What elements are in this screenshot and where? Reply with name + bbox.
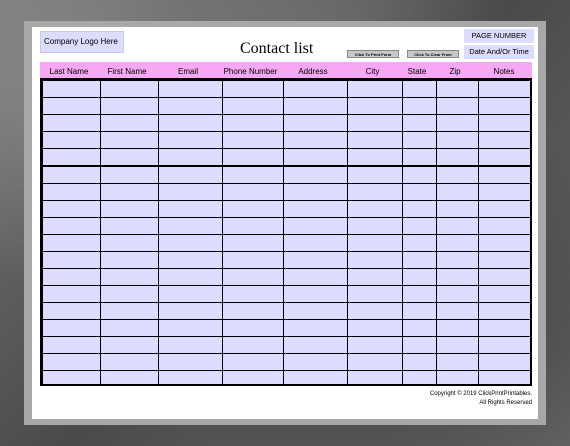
table-row	[43, 201, 533, 218]
entry-cell[interactable]	[348, 371, 403, 387]
contact-sheet	[32, 27, 538, 419]
entry-cell[interactable]	[403, 303, 437, 320]
entry-cell[interactable]	[223, 184, 284, 201]
entry-cell[interactable]	[159, 337, 223, 354]
table-row	[43, 303, 533, 320]
entry-cell[interactable]	[479, 81, 533, 98]
table-row	[43, 218, 533, 235]
entry-cell[interactable]	[43, 371, 101, 387]
entry-cell[interactable]	[223, 115, 284, 132]
entry-cell[interactable]	[43, 166, 101, 184]
entry-cell[interactable]	[437, 149, 479, 167]
entry-cell[interactable]	[43, 303, 101, 320]
table-row	[43, 235, 533, 252]
header-address: Address	[298, 67, 328, 76]
entry-cell[interactable]	[223, 98, 284, 115]
entry-cell[interactable]	[43, 235, 101, 252]
entry-cell[interactable]	[101, 218, 159, 235]
entry-cell[interactable]	[403, 269, 437, 286]
entry-cell[interactable]	[403, 201, 437, 218]
entry-cell[interactable]	[159, 201, 223, 218]
entry-cell[interactable]	[159, 371, 223, 387]
entry-cell[interactable]	[159, 303, 223, 320]
entry-cell[interactable]	[403, 166, 437, 184]
entry-cell[interactable]	[479, 269, 533, 286]
header-phone-number: Phone Number	[223, 67, 278, 76]
entry-cell[interactable]	[348, 166, 403, 184]
entry-cell[interactable]	[403, 354, 437, 371]
page-number-field[interactable]: PAGE NUMBER	[464, 29, 534, 43]
company-logo-placeholder[interactable]: Company Logo Here	[40, 31, 124, 53]
copyright-line: Copyright © 2019 ClickPrintPrintables.	[429, 391, 532, 397]
entry-cell[interactable]	[284, 166, 348, 184]
entry-cell[interactable]	[348, 252, 403, 269]
entry-cell[interactable]	[437, 81, 479, 98]
entry-cell[interactable]	[223, 286, 284, 303]
entry-cell[interactable]	[437, 303, 479, 320]
entry-cell[interactable]	[437, 235, 479, 252]
entry-cell[interactable]	[284, 303, 348, 320]
entry-cell[interactable]	[159, 269, 223, 286]
header-city: City	[365, 67, 380, 76]
entry-cell[interactable]	[348, 115, 403, 132]
form-frame	[24, 21, 546, 425]
entry-cell[interactable]	[101, 320, 159, 337]
entry-cell[interactable]	[479, 218, 533, 235]
table-row	[43, 115, 533, 132]
entry-cell[interactable]	[159, 149, 223, 167]
entry-cell[interactable]	[348, 303, 403, 320]
entry-cell[interactable]	[284, 115, 348, 132]
entry-cell[interactable]	[479, 115, 533, 132]
entry-cell[interactable]	[43, 218, 101, 235]
entry-cell[interactable]	[348, 98, 403, 115]
entry-cell[interactable]	[437, 132, 479, 149]
table-row	[43, 354, 533, 371]
entry-cell[interactable]	[159, 115, 223, 132]
header-email: Email	[177, 67, 198, 76]
entry-cell[interactable]	[403, 252, 437, 269]
entry-cell[interactable]	[479, 354, 533, 371]
table-row	[43, 166, 533, 184]
table-row	[43, 184, 533, 201]
entry-cell[interactable]	[348, 235, 403, 252]
entry-cell[interactable]	[479, 235, 533, 252]
entry-cell[interactable]	[223, 201, 284, 218]
entry-cell[interactable]	[43, 320, 101, 337]
entry-cell[interactable]	[403, 286, 437, 303]
entry-cell[interactable]	[223, 337, 284, 354]
entry-cell[interactable]	[348, 149, 403, 167]
entry-cell[interactable]	[101, 303, 159, 320]
entry-cell[interactable]	[43, 201, 101, 218]
entry-cell[interactable]	[223, 166, 284, 184]
entry-cell[interactable]	[437, 98, 479, 115]
entry-cell[interactable]	[437, 184, 479, 201]
entry-cell[interactable]	[43, 269, 101, 286]
entry-cell[interactable]	[159, 252, 223, 269]
entry-cell[interactable]	[284, 98, 348, 115]
entry-cell[interactable]	[479, 184, 533, 201]
table-row	[43, 337, 533, 354]
entry-cell[interactable]	[101, 201, 159, 218]
entry-cell[interactable]	[284, 354, 348, 371]
entry-cell[interactable]	[159, 98, 223, 115]
entry-cell[interactable]	[348, 337, 403, 354]
entry-cell[interactable]	[437, 354, 479, 371]
entry-cell[interactable]	[403, 218, 437, 235]
entry-cell[interactable]	[223, 320, 284, 337]
entry-cell[interactable]	[101, 184, 159, 201]
entry-cell[interactable]	[437, 115, 479, 132]
entry-cell[interactable]	[43, 149, 101, 167]
entry-cell[interactable]	[403, 337, 437, 354]
entry-cell[interactable]	[223, 354, 284, 371]
entry-cell[interactable]	[479, 98, 533, 115]
entry-cell[interactable]	[348, 320, 403, 337]
entry-cell[interactable]	[101, 252, 159, 269]
entry-cell[interactable]	[284, 320, 348, 337]
entry-cell[interactable]	[479, 132, 533, 149]
clear-form-button[interactable]: Click To Clear From	[407, 50, 459, 58]
entry-cell[interactable]	[284, 269, 348, 286]
entry-cell[interactable]	[101, 337, 159, 354]
entry-cell[interactable]	[43, 354, 101, 371]
entry-cell[interactable]	[284, 371, 348, 387]
entry-cell[interactable]	[348, 132, 403, 149]
entry-cell[interactable]	[159, 320, 223, 337]
entry-cell[interactable]	[284, 184, 348, 201]
entry-cell[interactable]	[159, 354, 223, 371]
entry-cell[interactable]	[223, 269, 284, 286]
contact-grid	[40, 78, 532, 386]
entry-cell[interactable]	[403, 132, 437, 149]
entry-cell[interactable]	[223, 149, 284, 167]
table-row	[43, 320, 533, 337]
entry-cell[interactable]	[403, 235, 437, 252]
entry-cell[interactable]	[284, 218, 348, 235]
header-first-name: First Name	[107, 67, 147, 76]
entry-cell[interactable]	[284, 81, 348, 98]
entry-cell[interactable]	[403, 115, 437, 132]
entry-cell[interactable]	[437, 252, 479, 269]
entry-cell[interactable]	[101, 98, 159, 115]
header-zip: Zip	[449, 67, 461, 76]
entry-cell[interactable]	[479, 252, 533, 269]
entry-cell[interactable]	[284, 201, 348, 218]
entry-cell[interactable]	[348, 269, 403, 286]
entry-cell[interactable]	[101, 132, 159, 149]
table-row	[43, 81, 533, 98]
entry-cell[interactable]	[159, 81, 223, 98]
entry-cell[interactable]	[43, 132, 101, 149]
entry-cell[interactable]	[437, 201, 479, 218]
entry-cell[interactable]	[284, 337, 348, 354]
entry-cell[interactable]	[101, 269, 159, 286]
entry-cell[interactable]	[403, 184, 437, 201]
entry-cell[interactable]	[223, 235, 284, 252]
entry-cell[interactable]	[43, 98, 101, 115]
entry-cell[interactable]	[479, 201, 533, 218]
entry-cell[interactable]	[348, 201, 403, 218]
header-last-name: Last Name	[49, 67, 89, 76]
entry-cell[interactable]	[223, 218, 284, 235]
entry-cell[interactable]	[101, 149, 159, 167]
header-state: State	[407, 67, 427, 76]
entry-cell[interactable]	[223, 371, 284, 387]
entry-cell[interactable]	[223, 303, 284, 320]
entry-cell[interactable]	[43, 115, 101, 132]
entry-cell[interactable]	[284, 132, 348, 149]
entry-cell[interactable]	[101, 235, 159, 252]
entry-cell[interactable]	[403, 371, 437, 387]
entry-cell[interactable]	[159, 132, 223, 149]
entry-cell[interactable]	[101, 81, 159, 98]
entry-cell[interactable]	[348, 81, 403, 98]
table-row	[43, 252, 533, 269]
page-title: Contact list	[240, 40, 314, 57]
entry-cell[interactable]	[348, 218, 403, 235]
entry-cell[interactable]	[43, 184, 101, 201]
entry-cell[interactable]	[437, 166, 479, 184]
entry-cell[interactable]	[43, 81, 101, 98]
entry-cell[interactable]	[284, 235, 348, 252]
entry-cell[interactable]	[223, 132, 284, 149]
entry-cell[interactable]	[43, 252, 101, 269]
entry-cell[interactable]	[437, 269, 479, 286]
entry-cell[interactable]	[437, 320, 479, 337]
table-row	[43, 98, 533, 115]
entry-cell[interactable]	[403, 81, 437, 98]
copyright-notice	[430, 390, 532, 408]
entry-cell[interactable]	[284, 149, 348, 167]
table-row	[43, 269, 533, 286]
entry-cell[interactable]	[101, 371, 159, 387]
entry-cell[interactable]	[101, 166, 159, 184]
entry-cell[interactable]	[43, 337, 101, 354]
entry-cell[interactable]	[479, 371, 533, 387]
entry-cell[interactable]	[437, 371, 479, 387]
table-row	[43, 149, 533, 167]
table-row	[43, 286, 533, 303]
entry-cell[interactable]	[159, 166, 223, 184]
date-time-field[interactable]: Date And/Or Time	[464, 45, 534, 59]
entry-cell[interactable]	[403, 320, 437, 337]
entry-cell[interactable]	[159, 184, 223, 201]
entry-cell[interactable]	[159, 286, 223, 303]
entry-cell[interactable]	[479, 166, 533, 184]
rights-line: All Rights Reserved	[479, 400, 532, 406]
entry-cell[interactable]	[101, 286, 159, 303]
entry-cell[interactable]	[101, 115, 159, 132]
print-form-button[interactable]: Click To Print Form	[347, 50, 399, 58]
entry-cell[interactable]	[403, 98, 437, 115]
entry-cell[interactable]	[479, 286, 533, 303]
entry-cell[interactable]	[479, 337, 533, 354]
entry-cell[interactable]	[437, 286, 479, 303]
entry-cell[interactable]	[437, 337, 479, 354]
entry-cell[interactable]	[348, 286, 403, 303]
entry-cell[interactable]	[479, 149, 533, 167]
entry-cell[interactable]	[159, 235, 223, 252]
entry-cell[interactable]	[284, 286, 348, 303]
table-row	[43, 371, 533, 387]
entry-cell[interactable]	[479, 303, 533, 320]
entry-cell[interactable]	[437, 218, 479, 235]
entry-cell[interactable]	[284, 252, 348, 269]
entry-cell[interactable]	[479, 320, 533, 337]
entry-cell[interactable]	[348, 184, 403, 201]
entry-cell[interactable]	[348, 354, 403, 371]
entry-cell[interactable]	[43, 286, 101, 303]
entry-cell[interactable]	[159, 218, 223, 235]
contact-table	[42, 80, 532, 386]
column-header-row	[40, 62, 532, 78]
entry-cell[interactable]	[403, 149, 437, 167]
entry-cell[interactable]	[223, 81, 284, 98]
header-notes: Notes	[493, 67, 515, 76]
entry-cell[interactable]	[223, 252, 284, 269]
entry-cell[interactable]	[101, 354, 159, 371]
table-row	[43, 132, 533, 149]
